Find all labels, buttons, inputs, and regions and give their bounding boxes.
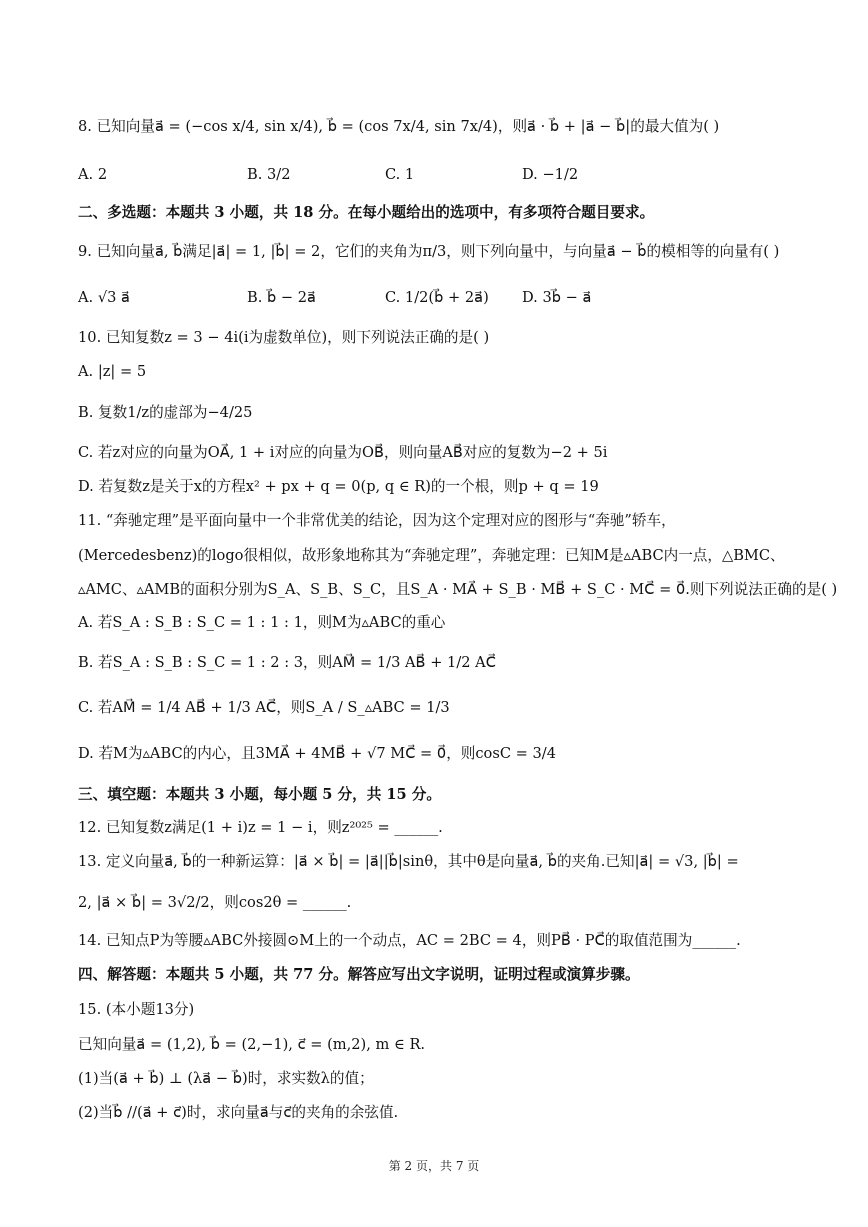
section-4-heading: 四、解答题：本题共 5 小题，共 77 分。解答应写出文字说明，证明过程或演算步骤。: [78, 966, 640, 983]
q9-option-d: D. 3b⃗ − a⃗: [522, 289, 592, 306]
q11-option-b: B. 若S_A : S_B : S_C = 1 : 2 : 3，则AM⃗ = 1/3 AB⃗ + 1/2 AC⃗: [78, 654, 496, 671]
question-15-part-1: (1)当(a⃗ + b⃗) ⊥ (λa⃗ − b⃗)时，求实数λ的值；: [78, 1070, 374, 1087]
question-11-line-2: (Mercedesbenz)的logo很相似，故形象地称其为“奔驰定理”，奔驰定理：已知M是▵ABC内一点，△BMC、: [78, 547, 785, 564]
question-11-line-3: ▵AMC、▵AMB的面积分别为S_A、S_B、S_C，且S_A · MA⃗ + S_B · MB⃗ + S_C · MC⃗ = 0⃗.则下列说法正确的是( ): [78, 581, 838, 598]
q9-option-a: A. √3 a⃗: [78, 289, 130, 306]
question-10-stem: 10. 已知复数z = 3 − 4i(i为虚数单位)，则下列说法正确的是( ): [78, 329, 490, 346]
section-2-heading: 二、多选题：本题共 3 小题，共 18 分。在每小题给出的选项中，有多项符合题目要求。: [78, 204, 655, 221]
q8-option-b: B. 3/2: [247, 166, 291, 183]
q11-option-d: D. 若M为▵ABC的内心，且3MA⃗ + 4MB⃗ + √7 MC⃗ = 0⃗，则cosC = 3/4: [78, 745, 556, 762]
q10-option-d: D. 若复数z是关于x的方程x² + px + q = 0(p, q ∈ R)的一个根，则p + q = 19: [78, 478, 599, 495]
section-3-heading: 三、填空题：本题共 3 小题，每小题 5 分，共 15 分。: [78, 786, 441, 803]
q8-option-d: D. −1/2: [522, 166, 579, 183]
question-9-stem: 9. 已知向量a⃗, b⃗满足|a⃗| = 1, |b⃗| = 2，它们的夹角为π/3，则下列向量中，与向量a⃗ − b⃗的模相等的向量有( ): [78, 243, 780, 260]
question-13-line-2: 2, |a⃗ × b⃗| = 3√2/2，则cos2θ = ______.: [78, 894, 352, 911]
q10-option-b: B. 复数1/z的虚部为−4/25: [78, 404, 253, 421]
q8-option-c: C. 1: [385, 166, 415, 183]
question-11-line-1: 11. “奔驰定理”是平面向量中一个非常优美的结论，因为这个定理对应的图形与“奔驰”轿车，: [78, 512, 676, 529]
question-12: 12. 已知复数z满足(1 + i)z = 1 − i，则z²⁰²⁵ = ______.: [78, 819, 443, 836]
q9-option-b: B. b⃗ − 2a⃗: [247, 289, 316, 306]
question-13-line-1: 13. 定义向量a⃗, b⃗的一种新运算：|a⃗ × b⃗| = |a⃗||b⃗|sinθ，其中θ是向量a⃗, b⃗的夹角.已知|a⃗| = √3, |b⃗| =: [78, 853, 739, 870]
q9-option-c: C. 1/2(b⃗ + 2a⃗): [385, 289, 489, 306]
q10-option-a: A. |z| = 5: [78, 363, 147, 380]
q11-option-c: C. 若AM⃗ = 1/4 AB⃗ + 1/3 AC⃗，则S_A / S_▵ABC = 1/3: [78, 699, 450, 716]
question-15-given: 已知向量a⃗ = (1,2), b⃗ = (2,−1), c⃗ = (m,2), m ∈ R.: [78, 1036, 426, 1053]
q8-option-a: A. 2: [78, 166, 108, 183]
q10-option-c: C. 若z对应的向量为OA⃗, 1 + i对应的向量为OB⃗，则向量AB⃗对应的复数为−2 + 5i: [78, 444, 608, 461]
question-8-stem: 8. 已知向量a⃗ = (−cos x/4, sin x/4), b⃗ = (cos 7x/4, sin 7x/4)，则a⃗ · b⃗ + |a⃗ − b⃗|的最大值为( ): [78, 118, 720, 135]
page-footer: 第 2 页，共 7 页: [388, 1159, 480, 1173]
question-15-heading: 15. (本小题13分): [78, 1001, 195, 1018]
question-14: 14. 已知点P为等腰▵ABC外接圆⊙M上的一个动点，AC = 2BC = 4，则PB⃗ · PC⃗的取值范围为______.: [78, 932, 741, 949]
q11-option-a: A. 若S_A : S_B : S_C = 1 : 1 : 1，则M为▵ABC的重心: [78, 614, 446, 631]
question-15-part-2: (2)当b⃗ //(a⃗ + c⃗)时，求向量a⃗与c⃗的夹角的余弦值.: [78, 1104, 399, 1121]
